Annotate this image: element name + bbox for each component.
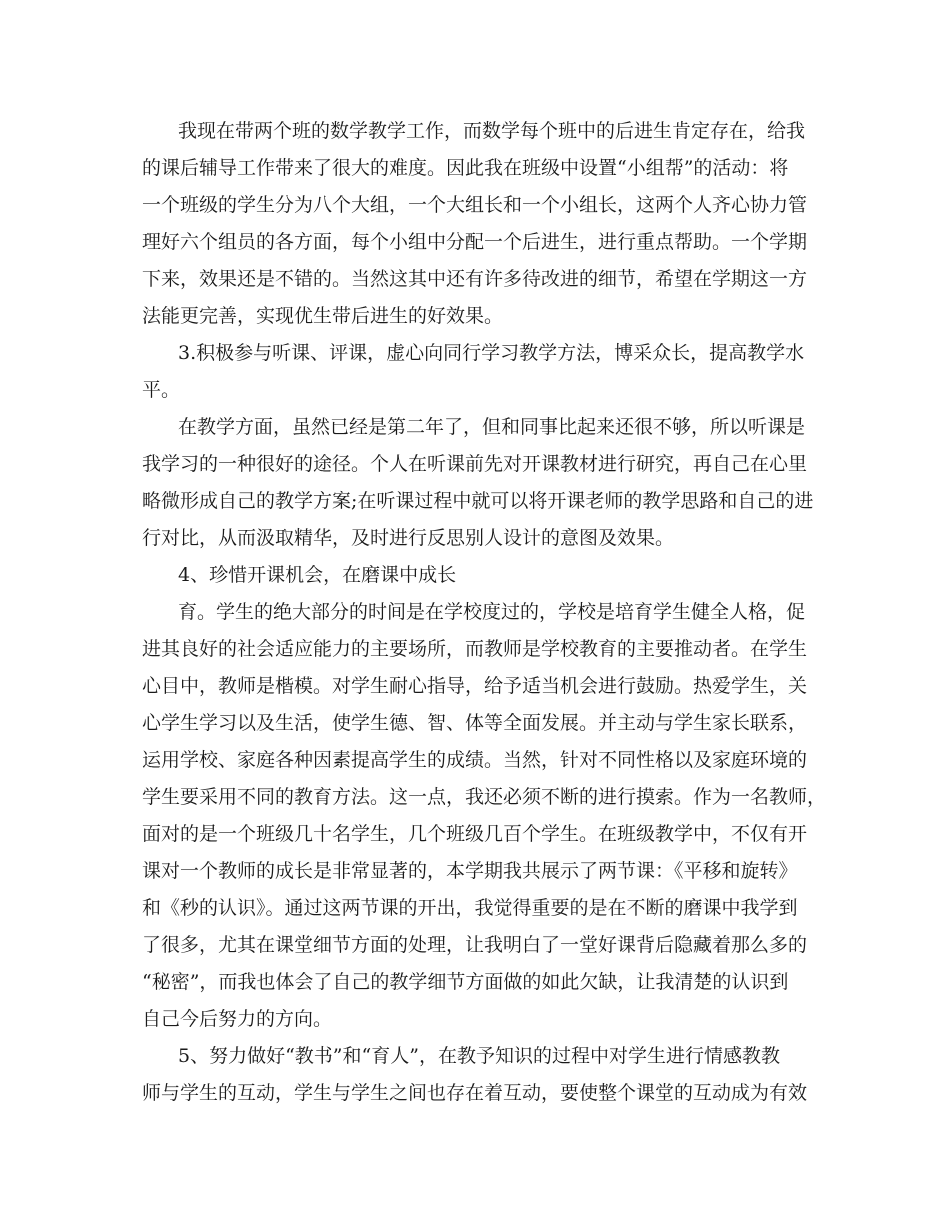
- heading-line: 3.积极参与听课、评课，虚心向同行学习教学方法，博采众长，提高教学水: [178, 342, 805, 364]
- text-line: 了很多，尤其在课堂细节方面的处理，让我明白了一堂好课背后隐藏着那么多的: [142, 934, 808, 956]
- text-line: 的课后辅导工作带来了很大的难度。因此我在班级中设置“小组帮”的活动：将: [142, 157, 789, 179]
- text-line: 理好六个组员的各方面，每个小组中分配一个后进生，进行重点帮助。一个学期: [142, 231, 808, 253]
- text-line: 面对的是一个班级几十名学生，几个班级几百个学生。在班级教学中，不仅有开: [142, 823, 808, 845]
- text-line: 略微形成自己的教学方案;在听课过程中就可以将开课老师的教学思路和自己的进: [142, 490, 814, 512]
- text-line: 师与学生的互动，学生与学生之间也存在着互动，要使整个课堂的互动成为有效: [142, 1082, 808, 1104]
- text-line: 心目中，教师是楷模。对学生耐心指导，给予适当机会进行鼓励。热爱学生，关: [142, 675, 808, 697]
- text-line: 课对一个教师的成长是非常显著的，本学期我共展示了两节课：《平移和旋转》: [142, 860, 798, 882]
- text-line: 学生要采用不同的教育方法。这一点，我还必须不断的进行摸索。作为一名教师，: [142, 786, 827, 808]
- text-line: 心学生学习以及生活，使学生德、智、体等全面发展。并主动与学生家长联系，: [142, 712, 808, 734]
- text-line: 和《秒的认识》。通过这两节课的开出，我觉得重要的是在不断的磨课中我学到: [142, 897, 798, 919]
- text-line: 行对比，从而汲取精华，及时进行反思别人设计的意图及效果。: [142, 527, 675, 549]
- text-line: 运用学校、家庭各种因素提高学生的成绩。当然，针对不同性格以及家庭环境的: [142, 749, 808, 771]
- text-line: 自己今后努力的方向。: [142, 1008, 333, 1030]
- text-line: 我现在带两个班的数学教学工作，而数学每个班中的后进生肯定存在，给我: [178, 120, 806, 142]
- text-line: 育。学生的绝大部分的时间是在学校度过的，学校是培育学生健全人格，促: [178, 601, 806, 623]
- text-line: 进其良好的社会适应能力的主要场所，而教师是学校教育的主要推动者。在学生: [142, 638, 808, 660]
- heading-line: 平。: [142, 379, 181, 401]
- text-line: 在教学方面，虽然已经是第二年了，但和同事比起来还很不够，所以听课是: [178, 416, 806, 438]
- text-line: 下来，效果还是不错的。当然这其中还有许多待改进的细节，希望在学期这一方: [142, 268, 808, 290]
- text-line: 法能更完善，实现优生带后进生的好效果。: [142, 305, 504, 327]
- text-line: 一个班级的学生分为八个大组，一个大组长和一个小组长，这两个人齐心协力管: [142, 194, 808, 216]
- text-line: 我学习的一种很好的途径。个人在听课前先对开课教材进行研究，再自己在心里: [142, 453, 808, 475]
- text-line: “秘密”，而我也体会了自己的教学细节方面做的如此欠缺，让我清楚的认识到: [142, 971, 789, 993]
- heading-line: 4、珍惜开课机会，在磨课中成长: [178, 564, 457, 586]
- heading-line: 5、努力做好“教书”和“育人”，在教予知识的过程中对学生进行情感教教: [178, 1045, 780, 1067]
